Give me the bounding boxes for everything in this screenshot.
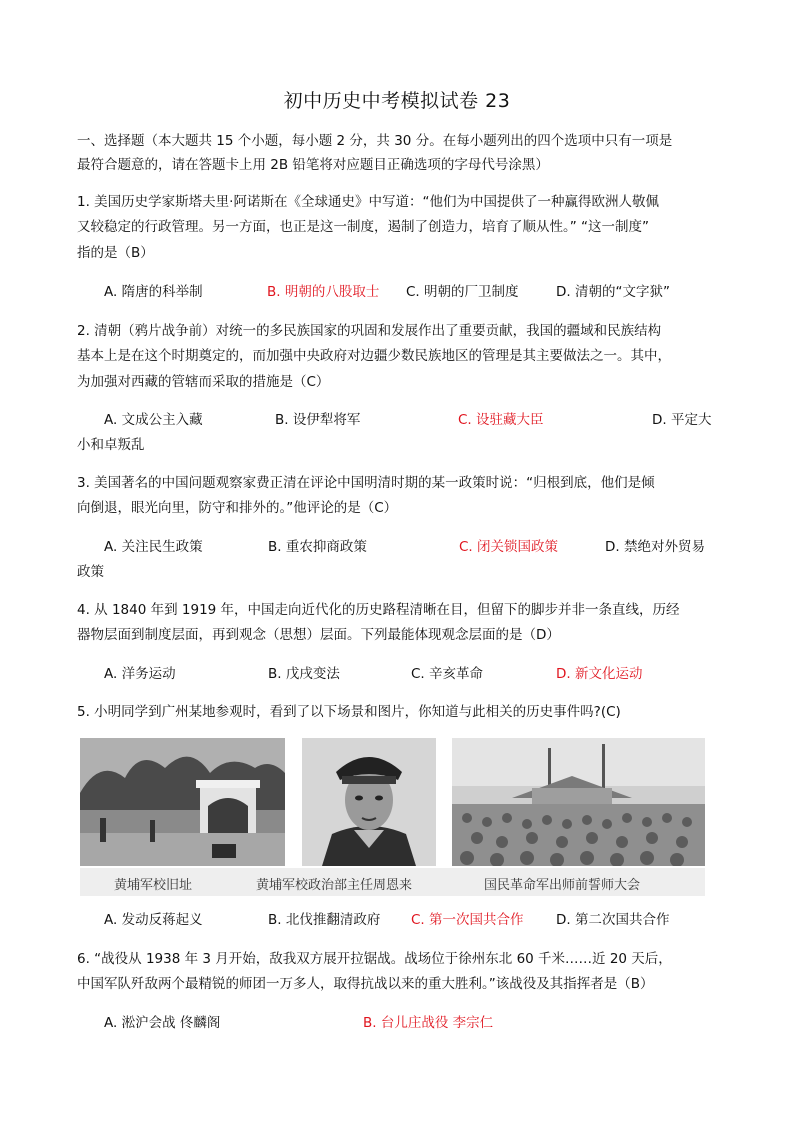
q3-option-a: A. 关注民生政策 bbox=[104, 539, 203, 555]
q5-photo-strip bbox=[80, 738, 705, 896]
q2-option-d-continued: 小和卓叛乱 bbox=[77, 437, 145, 453]
q1-option-a: A. 隋唐的科举制 bbox=[104, 284, 203, 300]
q6-option-a: A. 淞沪会战 佟麟阁 bbox=[104, 1015, 221, 1031]
q2-option-b: B. 设伊犁将军 bbox=[275, 412, 361, 428]
q2-option-a: A. 文成公主入藏 bbox=[104, 412, 203, 428]
q1-stem-line3: 指的是（B） bbox=[77, 245, 154, 261]
q3-option-c-answer: C. 闭关锁国政策 bbox=[459, 539, 559, 555]
q1-stem-line2: 又较稳定的行政管理。另一方面，也正是这一制度，遏制了创造力，培育了顺从性。” “这一制度” bbox=[77, 219, 650, 235]
q5-option-b: B. 北伐推翻清政府 bbox=[268, 912, 381, 928]
q6-stem-line1: 6. “战役从 1938 年 3 月开始，敌我双方展开拉锯战。战场位于徐州东北 60 千米……近 20 天后， bbox=[77, 951, 672, 967]
oath-rally-photo bbox=[452, 738, 705, 866]
q2-stem-line2: 基本上是在这个时期奠定的，而加强中央政府对边疆少数民族地区的管理是其主要做法之一。其中， bbox=[77, 348, 671, 364]
section-instructions-line2: 最符合题意的，请在答题卡上用 2B 铅笔将对应题目正确选项的字母代号涂黑） bbox=[77, 157, 549, 173]
q3-stem-line2: 向倒退，眼光向里，防守和排外的。”他评论的是（C） bbox=[77, 500, 398, 516]
zhou-enlai-portrait-photo bbox=[302, 738, 436, 866]
photo-caption-1: 黄埔军校旧址 bbox=[114, 878, 193, 893]
q5-option-c-answer: C. 第一次国共合作 bbox=[411, 912, 524, 928]
q3-option-b: B. 重农抑商政策 bbox=[268, 539, 367, 555]
q2-stem-line1: 2. 清朝（鸦片战争前）对统一的多民族国家的巩固和发展作出了重要贡献，我国的疆域和民族结构 bbox=[77, 323, 662, 339]
page-title: 初中历史中考模拟试卷 23 bbox=[283, 90, 511, 112]
q4-stem-line1: 4. 从 1840 年到 1919 年，中国走向近代化的历史路程清晰在目，但留下的脚步并非一条直线，历经 bbox=[77, 602, 680, 618]
q4-stem-line2: 器物层面到制度层面，再到观念（思想）层面。下列最能体现观念层面的是（D） bbox=[77, 627, 560, 643]
q2-option-c-answer: C. 设驻藏大臣 bbox=[458, 412, 544, 428]
q1-stem-line1: 1. 美国历史学家斯塔夫里·阿诺斯在《全球通史》中写道：“他们为中国提供了一种赢得欧洲人敬佩 bbox=[77, 194, 659, 210]
section-instructions-line1: 一、选择题（本大题共 15 个小题，每小题 2 分，共 30 分。在每小题列出的四个选项中只有一项是 bbox=[77, 133, 673, 149]
q1-option-c: C. 明朝的厂卫制度 bbox=[406, 284, 519, 300]
whampoa-academy-photo bbox=[80, 738, 285, 866]
q3-stem-line1: 3. 美国著名的中国问题观察家费正清在评论中国明清时期的某一政策时说：“归根到底，他们是倾 bbox=[77, 475, 655, 491]
q2-option-d: D. 平定大 bbox=[652, 412, 712, 428]
q3-option-d-continued: 政策 bbox=[77, 564, 104, 580]
q4-option-d-answer: D. 新文化运动 bbox=[556, 666, 643, 682]
photo-caption-3: 国民革命军出师前誓师大会 bbox=[484, 878, 641, 893]
q4-option-c: C. 辛亥革命 bbox=[411, 666, 484, 682]
q5-stem-line1: 5. 小明同学到广州某地参观时，看到了以下场景和图片，你知道与此相关的历史事件吗?(C) bbox=[77, 704, 621, 720]
q5-option-a: A. 发动反蒋起义 bbox=[104, 912, 203, 928]
q1-option-b-answer: B. 明朝的八股取士 bbox=[267, 284, 380, 300]
q2-stem-line3: 为加强对西藏的管辖而采取的措施是（C） bbox=[77, 374, 330, 390]
q1-option-d: D. 清朝的“文字狱” bbox=[556, 284, 670, 300]
q6-stem-line2: 中国军队歼敌两个最精锐的师团一万多人，取得抗战以来的重大胜利。”该战役及其指挥者是（B） bbox=[77, 976, 654, 992]
photo-caption-2: 黄埔军校政治部主任周恩来 bbox=[256, 878, 413, 893]
q3-option-d: D. 禁绝对外贸易 bbox=[605, 539, 705, 555]
q5-option-d: D. 第二次国共合作 bbox=[556, 912, 670, 928]
q4-option-b: B. 戊戌变法 bbox=[268, 666, 340, 682]
q4-option-a: A. 洋务运动 bbox=[104, 666, 176, 682]
q6-option-b-answer: B. 台儿庄战役 李宗仁 bbox=[363, 1015, 494, 1031]
